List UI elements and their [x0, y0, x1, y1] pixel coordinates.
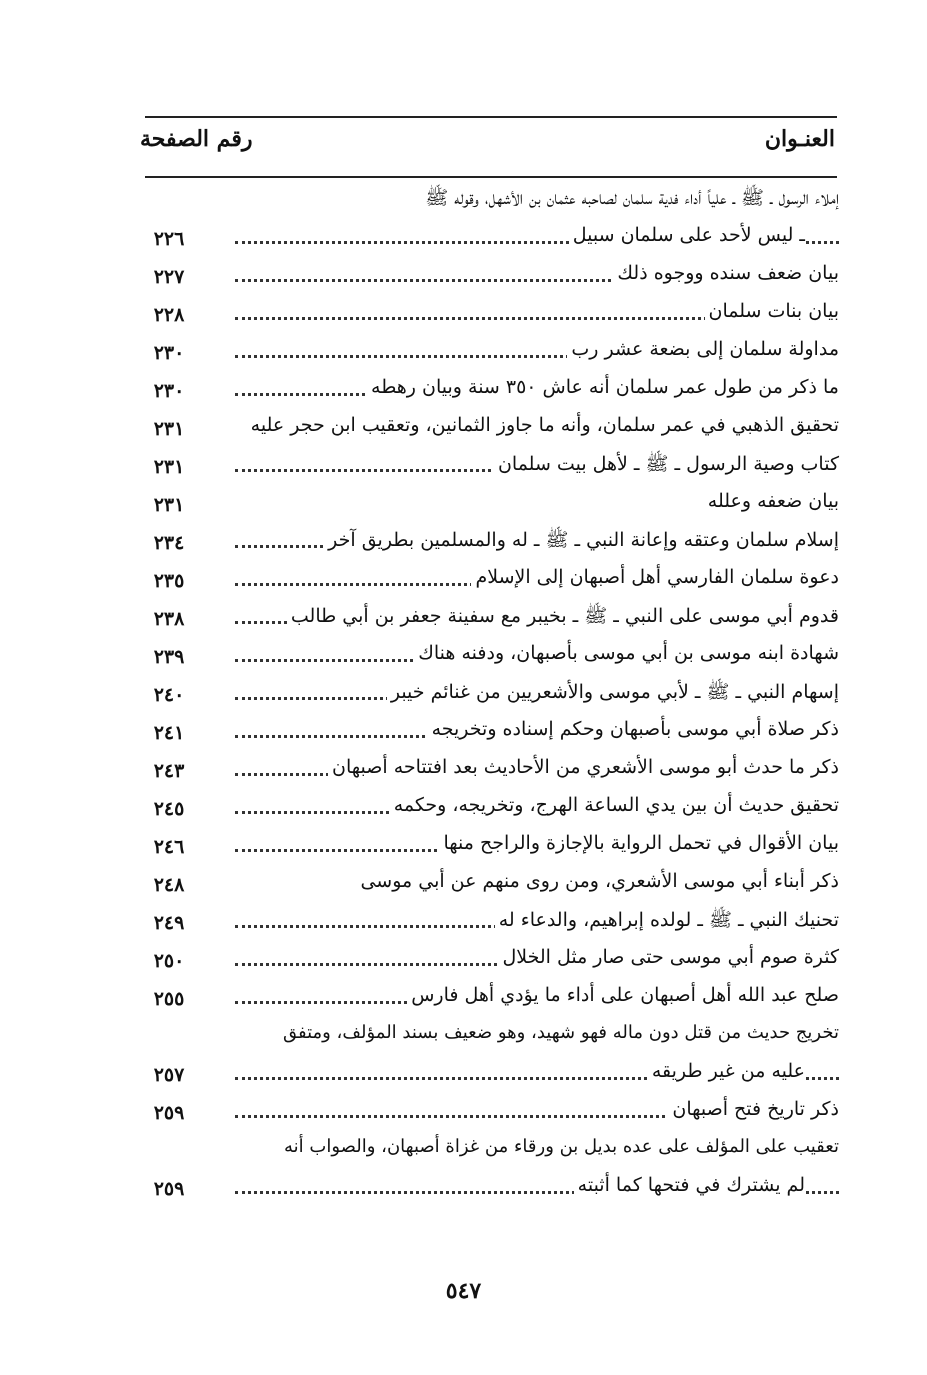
toc-entry-title: ذكر تاريخ فتح أصبهان — [668, 1098, 839, 1120]
toc-entry — [140, 524, 839, 562]
toc-entry-line — [140, 486, 839, 524]
toc-entry-title: صلح عبد الله أهل أصبهان على أداء ما يؤدي أهل فارس — [407, 984, 839, 1006]
toc-entry-title: مداولة سلمان إلى بضعة عشر رب — [567, 338, 839, 360]
toc-page-number: ٢٢٧ — [153, 266, 185, 288]
toc-page-number: ٢٥٩ — [153, 1102, 185, 1124]
toc-entry-title: تخريج حديث من قتل دون ماله فهو شهيد، وهو ضعيف بسند المؤلف، ومتفق — [279, 1022, 839, 1043]
toc-entry — [140, 448, 839, 486]
toc-entry-line — [140, 714, 839, 752]
toc-entry-title: شهادة ابنه موسى بن أبي موسى بأصبهان، ودفنه هناك — [414, 642, 839, 664]
toc-page-number: ٢٢٦ — [153, 228, 185, 250]
toc-entry-title: إسهام النبي ـ ﷺ ـ لأبي موسى والأشعريين من غنائم خيبر — [387, 680, 839, 708]
toc-entry-line — [140, 828, 839, 866]
toc-page-number: ٢٣٠ — [153, 342, 185, 364]
toc-entry-line — [140, 980, 839, 1018]
toc-entry — [140, 676, 839, 714]
toc-entry-line — [140, 182, 839, 220]
column-title-header: العنـوان — [764, 126, 835, 152]
toc-page-number: ٢٥٥ — [153, 988, 185, 1010]
toc-entry — [140, 182, 839, 258]
toc-entry-title: تحقيق حديث أن بين يدي الساعة الهرج، وتخريجه، وحكمه — [390, 794, 839, 816]
toc-page-number: ٢٥٧ — [153, 1064, 185, 1086]
toc-page-number: ٢٢٨ — [153, 304, 185, 326]
toc-page-number: ٢٣١ — [153, 494, 185, 516]
toc-entry — [140, 714, 839, 752]
toc-entry — [140, 1018, 839, 1094]
toc-entry-title: لم يشترك في فتحها كما أثبته — [574, 1174, 805, 1196]
toc-entry-title: قدوم أبي موسى على النبي ـ ﷺ ـ بخيبر مع سفينة جعفر بن أبي طالب — [287, 604, 839, 632]
toc-entry-title: ذكر أبناء أبي موسى الأشعري، ومن روى منهم عن أبي موسى — [356, 870, 839, 892]
toc-entry — [140, 904, 839, 942]
toc-page-number: ٢٣٩ — [153, 646, 185, 668]
toc-entry — [140, 1094, 839, 1132]
toc-entry-title: ما ذكر من طول عمر سلمان أنه عاش ٣٥٠ سنة وبيان رهطه — [367, 376, 839, 398]
toc-entry-title: ذكر صلاة أبي موسى بأصبهان وحكم إسناده وتخريجه — [428, 718, 839, 740]
toc-entry-line — [140, 752, 839, 790]
toc-entry — [140, 790, 839, 828]
toc-entry-line — [140, 942, 839, 980]
toc-page-number: ٢٣٤ — [153, 532, 185, 554]
top-rule — [145, 116, 837, 118]
toc-entry-line — [140, 258, 839, 296]
toc-entry-line — [140, 448, 839, 486]
toc-entry — [140, 562, 839, 600]
toc-entry-title: تحقيق الذهبي في عمر سلمان، وأنه ما جاوز الثمانين، وتعقيب ابن حجر عليه — [247, 414, 839, 436]
toc-entry — [140, 638, 839, 676]
toc-entry — [140, 296, 839, 334]
toc-entry-line — [140, 904, 839, 942]
toc-entry-title: إسلام سلمان وعتقه وإعانة النبي ـ ﷺ ـ له والمسلمين بطريق آخر — [324, 528, 839, 556]
toc-entry-title: إملاء الرسول ـ ﷺ ـ علياً أداء فدية سلمان لصاحبه عثمان بن الأشهل، وقوله ﷺ — [421, 186, 839, 214]
toc-page-number: ٢٥٩ — [153, 1178, 185, 1200]
toc-entry-line — [140, 790, 839, 828]
toc-entry — [140, 372, 839, 410]
toc-entry-line — [140, 334, 839, 372]
toc-entry-title: دعوة سلمان الفارسي أهل أصبهان إلى الإسلام — [471, 566, 839, 588]
toc-entry-line — [140, 372, 839, 410]
toc-entry-title: بيان ضعف سنده ووجوه ذلك — [613, 262, 839, 284]
toc-entry — [140, 486, 839, 524]
toc-entry-line — [140, 1132, 839, 1170]
toc-page-number: ٢٤٦ — [153, 836, 185, 858]
toc-entry-title: بيان الأقوال في تحمل الرواية بالإجازة والراجح منها — [439, 832, 839, 854]
toc-entry-title: عليه من غير طريقه — [648, 1060, 805, 1082]
toc-entry-title: ـ ليس لأحد على سلمان سبيل — [569, 224, 805, 246]
toc-entry-title: بيان بنات سلمان — [705, 300, 839, 322]
toc-page-number: ٢٤٩ — [153, 912, 185, 934]
toc-page-number: ٢٣٨ — [153, 608, 185, 630]
toc-entry-line — [140, 866, 839, 904]
toc-entry — [140, 410, 839, 448]
toc-page-number: ٢٥٠ — [153, 950, 185, 972]
toc-page-number: ٢٤٠ — [153, 684, 185, 706]
toc-entry-title: كتاب وصية الرسول ـ ﷺ ـ لأهل بيت سلمان — [494, 452, 839, 480]
toc-entry — [140, 600, 839, 638]
toc-entry-line — [140, 600, 839, 638]
toc-entry — [140, 1132, 839, 1208]
toc-entry-line — [140, 1094, 839, 1132]
toc-page-number: ٢٤٥ — [153, 798, 185, 820]
toc-page-number: ٢٣١ — [153, 418, 185, 440]
toc-entry-line — [140, 410, 839, 448]
toc-entry-line — [140, 676, 839, 714]
toc-entry-line — [140, 220, 839, 258]
toc-entry — [140, 258, 839, 296]
toc-entry — [140, 866, 839, 904]
toc-entry-title: تعقيب على المؤلف على عده بديل بن ورقاء من غزاة أصبهان، والصواب أنه — [280, 1136, 839, 1157]
toc-page-number: ٢٣٠ — [153, 380, 185, 402]
toc-page-number: ٢٣١ — [153, 456, 185, 478]
toc-entry-title: بيان ضعفه وعلله — [704, 490, 839, 512]
toc-entry — [140, 980, 839, 1018]
toc-entry-title: كثرة صوم أبي موسى حتى صار مثل الخلال — [498, 946, 839, 968]
toc-entry — [140, 334, 839, 372]
toc-entry — [140, 752, 839, 790]
toc-entry-line — [140, 638, 839, 676]
toc-entry-line — [140, 562, 839, 600]
page-number: ٥٤٧ — [445, 1278, 482, 1304]
toc-page-number: ٢٤١ — [153, 722, 185, 744]
toc-entry-title: ذكر ما حدث أبو موسى الأشعري من الأحاديث بعد افتتاحه أصبهان — [328, 756, 839, 778]
toc-entry-title: تحنيك النبي ـ ﷺ ـ لولده إبراهيم، والدعاء له — [495, 908, 839, 936]
toc-entry-line — [140, 1018, 839, 1056]
toc-entry-line — [140, 1170, 839, 1208]
toc-page-number: ٢٣٥ — [153, 570, 185, 592]
toc-page-number: ٢٤٣ — [153, 760, 185, 782]
toc-entry-line — [140, 524, 839, 562]
header-rule — [145, 176, 837, 178]
column-page-header: رقم الصفحة — [140, 126, 253, 152]
toc-entry — [140, 942, 839, 980]
toc-entry-line — [140, 1056, 839, 1094]
toc-entry-line — [140, 296, 839, 334]
toc-entry — [140, 828, 839, 866]
toc-page-number: ٢٤٨ — [153, 874, 185, 896]
table-of-contents — [140, 182, 839, 1208]
